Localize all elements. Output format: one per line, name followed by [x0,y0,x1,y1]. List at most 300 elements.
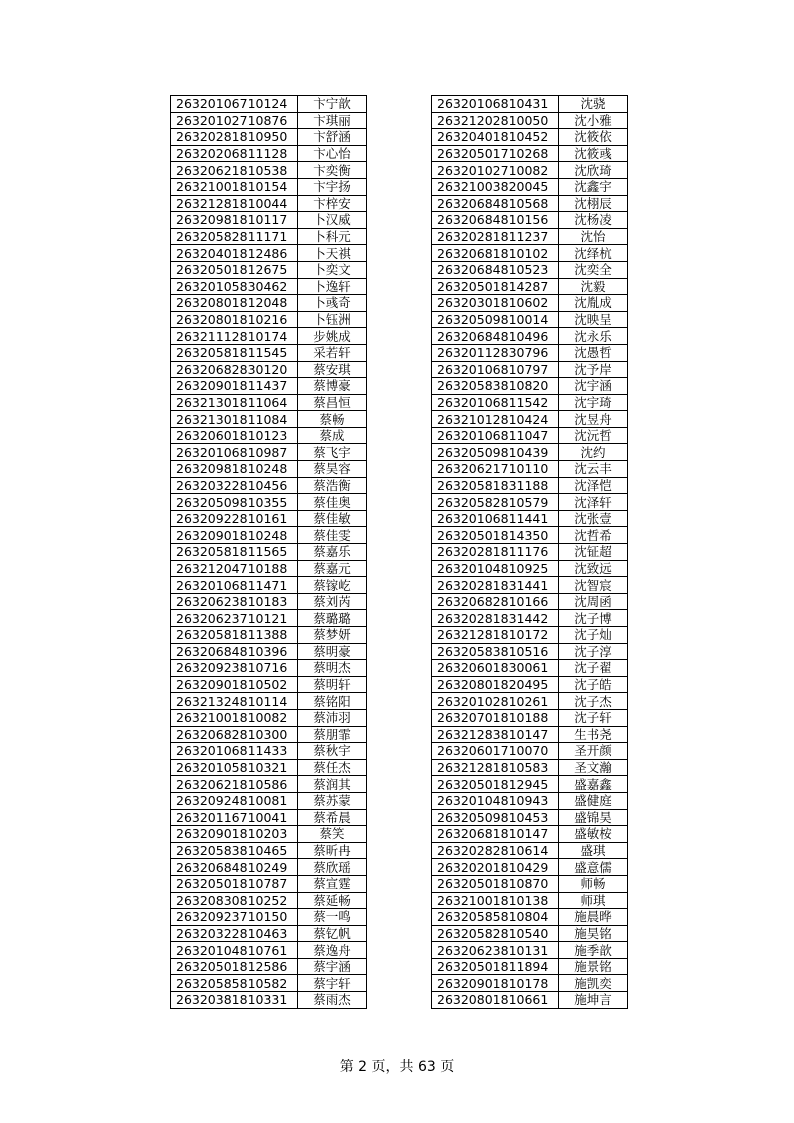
student-name-cell: 沈哲希 [559,527,628,544]
student-name-cell: 沈钲超 [559,544,628,561]
page-footer: 第 2 页，共 63 页 [339,1059,455,1075]
exam-id-cell: 26320281810950 [171,129,298,146]
exam-id-cell: 26321281810172 [432,627,559,644]
exam-id-cell: 26320681810102 [432,245,559,262]
table-row [171,643,367,660]
table-row [432,759,628,776]
table-row [432,643,628,660]
exam-id-cell: 26320684810496 [432,328,559,345]
table-row [432,875,628,892]
student-name-cell: 蔡嘉元 [298,560,367,577]
table-row [432,145,628,162]
exam-id-cell: 26321001810082 [171,709,298,726]
exam-id-cell: 26320322810456 [171,477,298,494]
table-row [432,975,628,992]
exam-id-cell: 26320583810465 [171,842,298,859]
table-row [432,394,628,411]
student-name-cell: 沈昱舟 [559,411,628,428]
exam-id-cell: 26320901810203 [171,826,298,843]
student-name-cell: 蔡佳雯 [298,527,367,544]
exam-id-cell: 26320501810787 [171,875,298,892]
table-row [171,494,367,511]
table-row [432,842,628,859]
table-row [432,510,628,527]
table-row [432,261,628,278]
exam-id-cell: 26320104810943 [432,792,559,809]
exam-id-cell: 26320801820495 [432,676,559,693]
exam-id-cell: 26320501812675 [171,261,298,278]
student-name-cell: 沈周函 [559,593,628,610]
exam-id-cell: 26320501810870 [432,875,559,892]
exam-id-cell: 26321012810424 [432,411,559,428]
table-row [171,195,367,212]
student-name-cell: 蔡延畅 [298,892,367,909]
student-name-cell: 蔡沛羽 [298,709,367,726]
table-row [171,709,367,726]
student-name-cell: 蔡逸舟 [298,942,367,959]
student-name-cell: 蔡镓屹 [298,577,367,594]
exam-id-cell: 26320301810602 [432,295,559,312]
table-row [171,145,367,162]
student-name-cell: 蔡铭阳 [298,693,367,710]
student-name-cell: 沈绎杭 [559,245,628,262]
table-row [171,577,367,594]
table-row [432,909,628,926]
student-name-cell: 蔡昊容 [298,461,367,478]
student-name-cell: 卞琪丽 [298,112,367,129]
table-row [432,295,628,312]
exam-id-cell: 26320509810453 [432,809,559,826]
exam-id-cell: 26320922810161 [171,510,298,527]
student-name-cell: 沈智宸 [559,577,628,594]
student-name-cell: 蔡苏蒙 [298,792,367,809]
exam-id-cell: 26320501814350 [432,527,559,544]
student-name-cell: 蔡润其 [298,776,367,793]
exam-id-cell: 26320206811128 [171,145,298,162]
student-name-cell: 沈泽轩 [559,494,628,511]
exam-id-cell: 26320102710876 [171,112,298,129]
student-name-cell: 沈子博 [559,610,628,627]
student-name-cell: 师畅 [559,875,628,892]
table-row [432,212,628,229]
table-row [171,627,367,644]
exam-id-cell: 26320102710082 [432,162,559,179]
exam-id-cell: 26320830810252 [171,892,298,909]
student-name-cell: 沈子翟 [559,660,628,677]
student-name-cell: 蔡浩衡 [298,477,367,494]
table-row [432,593,628,610]
table-row [432,709,628,726]
exam-id-cell: 26320601810123 [171,427,298,444]
student-name-cell: 盛意儒 [559,859,628,876]
student-name-cell: 蔡飞宇 [298,444,367,461]
table-row [171,792,367,809]
student-name-cell: 蔡一鸣 [298,909,367,926]
table-row [171,295,367,312]
exam-id-cell: 26320581831188 [432,477,559,494]
table-row [171,942,367,959]
exam-id-cell: 26320701810188 [432,709,559,726]
student-name-cell: 沈胤成 [559,295,628,312]
student-name-cell: 卞舒涵 [298,129,367,146]
table-row [171,311,367,328]
exam-id-cell: 26320401810452 [432,129,559,146]
student-name-cell: 蔡宇轩 [298,975,367,992]
table-row [171,344,367,361]
student-name-cell: 沈骁 [559,96,628,113]
student-name-cell: 蔡任杰 [298,759,367,776]
student-name-cell: 沈子杰 [559,693,628,710]
student-name-cell: 沈欣琦 [559,162,628,179]
table-row [432,527,628,544]
exam-id-cell: 26320621710110 [432,461,559,478]
student-name-cell: 卜汉威 [298,212,367,229]
exam-id-cell: 26320801810216 [171,311,298,328]
student-name-cell: 采若轩 [298,344,367,361]
exam-id-cell: 26320581811565 [171,544,298,561]
exam-id-cell: 26320501710268 [432,145,559,162]
student-name-cell: 蔡秋宇 [298,743,367,760]
table-row [171,593,367,610]
exam-id-cell: 26320582811171 [171,228,298,245]
student-name-cell: 卜钰洲 [298,311,367,328]
table-row [171,676,367,693]
exam-id-cell: 26320901811437 [171,378,298,395]
table-row [171,693,367,710]
table-row [171,759,367,776]
exam-id-cell: 26320581811388 [171,627,298,644]
table-row [432,477,628,494]
table-row [171,743,367,760]
exam-id-cell: 26321324810114 [171,693,298,710]
student-name-cell: 沈泽恺 [559,477,628,494]
table-row [432,676,628,693]
exam-id-cell: 26320684810396 [171,643,298,660]
table-row [171,610,367,627]
table-row [171,842,367,859]
student-name-cell: 蔡钇帆 [298,925,367,942]
table-row [171,544,367,561]
exam-id-cell: 26320106810797 [432,361,559,378]
student-name-cell: 师琪 [559,892,628,909]
table-row [432,792,628,809]
exam-id-cell: 26320501812945 [432,776,559,793]
exam-id-cell: 26320924810081 [171,792,298,809]
exam-id-cell: 26321001810154 [171,178,298,195]
student-name-cell: 步姚成 [298,328,367,345]
exam-id-cell: 26320501814287 [432,278,559,295]
exam-id-cell: 26321301811064 [171,394,298,411]
student-name-cell: 蔡佳奥 [298,494,367,511]
table-row [432,427,628,444]
exam-id-cell: 26320501811894 [432,958,559,975]
table-row [432,195,628,212]
table-row [432,361,628,378]
exam-id-cell: 26320322810463 [171,925,298,942]
table-row [171,162,367,179]
table-row [171,278,367,295]
table-row [432,278,628,295]
exam-id-cell: 26320104810761 [171,942,298,959]
roster-table-right-body [432,96,628,1009]
exam-id-cell: 26320201810429 [432,859,559,876]
table-row [432,494,628,511]
student-name-cell: 蔡宇涵 [298,958,367,975]
table-row [432,461,628,478]
table-row [171,510,367,527]
exam-id-cell: 26320509810439 [432,444,559,461]
student-name-cell: 沈予岸 [559,361,628,378]
table-row [432,577,628,594]
table-row [171,261,367,278]
table-row [432,627,628,644]
roster-table-left-body [171,96,367,1009]
student-name-cell: 卞奕衡 [298,162,367,179]
student-name-cell: 沈栩辰 [559,195,628,212]
student-name-cell: 沈愚哲 [559,344,628,361]
table-row [432,228,628,245]
table-row [432,743,628,760]
student-name-cell: 沈宇涵 [559,378,628,395]
table-row [171,477,367,494]
student-name-cell: 盛健庭 [559,792,628,809]
student-name-cell: 沈约 [559,444,628,461]
exam-id-cell: 26320106811441 [432,510,559,527]
table-row [171,909,367,926]
table-row [171,378,367,395]
student-name-cell: 蔡明轩 [298,676,367,693]
student-name-cell: 施晨晔 [559,909,628,926]
exam-id-cell: 26320106811047 [432,427,559,444]
student-name-cell: 蔡昕冉 [298,842,367,859]
student-name-cell: 卜科元 [298,228,367,245]
exam-id-cell: 26320105830462 [171,278,298,295]
exam-id-cell: 26320681810147 [432,826,559,843]
exam-id-cell: 26320106710124 [171,96,298,113]
table-row [171,826,367,843]
table-row [171,726,367,743]
table-row [432,610,628,627]
exam-id-cell: 26320923710150 [171,909,298,926]
exam-id-cell: 26320684810568 [432,195,559,212]
student-name-cell: 蔡畅 [298,411,367,428]
exam-id-cell: 26320684810156 [432,212,559,229]
student-name-cell: 施季歆 [559,942,628,959]
exam-id-cell: 26320281831441 [432,577,559,594]
student-name-cell: 沈子轩 [559,709,628,726]
exam-id-cell: 26320601710070 [432,743,559,760]
exam-id-cell: 26320981810248 [171,461,298,478]
student-name-cell: 蔡成 [298,427,367,444]
table-row [432,162,628,179]
exam-id-cell: 26320923810716 [171,660,298,677]
exam-id-cell: 26320623810183 [171,593,298,610]
student-name-cell: 沈映呈 [559,311,628,328]
student-name-cell: 盛敏桉 [559,826,628,843]
exam-id-cell: 26320282810614 [432,842,559,859]
table-row [171,129,367,146]
table-row [432,544,628,561]
exam-id-cell: 26320682810300 [171,726,298,743]
student-name-cell: 蔡明豪 [298,643,367,660]
exam-id-cell: 26320106810431 [432,96,559,113]
table-row [171,560,367,577]
exam-id-cell: 26320281811237 [432,228,559,245]
student-name-cell: 沈小雅 [559,112,628,129]
roster-table-right [431,95,628,1009]
exam-id-cell: 26320106811471 [171,577,298,594]
student-name-cell: 蔡博豪 [298,378,367,395]
table-row [171,958,367,975]
exam-id-cell: 26320801812048 [171,295,298,312]
exam-id-cell: 26321204710188 [171,560,298,577]
exam-id-cell: 26320901810502 [171,676,298,693]
exam-id-cell: 26320581811545 [171,344,298,361]
exam-id-cell: 26320583810516 [432,643,559,660]
student-name-cell: 蔡昌恒 [298,394,367,411]
table-row [171,228,367,245]
student-name-cell: 蔡璐璐 [298,610,367,627]
table-row [432,112,628,129]
table-row [171,461,367,478]
table-row [432,826,628,843]
student-name-cell: 蔡安琪 [298,361,367,378]
table-row [432,178,628,195]
student-name-cell: 蔡欣瑶 [298,859,367,876]
table-row [171,809,367,826]
table-row [171,96,367,113]
table-row [432,245,628,262]
student-name-cell: 沈鑫宇 [559,178,628,195]
student-name-cell: 蔡朋霏 [298,726,367,743]
student-name-cell: 盛锦昊 [559,809,628,826]
student-name-cell: 施坤言 [559,992,628,1009]
table-row [171,992,367,1009]
student-name-cell: 蔡梦妍 [298,627,367,644]
exam-id-cell: 26320585810582 [171,975,298,992]
exam-id-cell: 26320583810820 [432,378,559,395]
table-row [432,726,628,743]
student-name-cell: 沈怡 [559,228,628,245]
table-row [171,411,367,428]
table-row [171,776,367,793]
table-row [432,809,628,826]
table-row [432,96,628,113]
student-name-cell: 生书尧 [559,726,628,743]
student-name-cell: 盛嘉鑫 [559,776,628,793]
student-name-cell: 蔡嘉乐 [298,544,367,561]
table-row [432,444,628,461]
student-name-cell: 沈永乐 [559,328,628,345]
table-row [171,444,367,461]
exam-id-cell: 26320684810523 [432,261,559,278]
student-name-cell: 沈奕全 [559,261,628,278]
table-row [171,178,367,195]
student-name-cell: 卜逸轩 [298,278,367,295]
exam-id-cell: 26320682830120 [171,361,298,378]
exam-id-cell: 26320281811176 [432,544,559,561]
table-row [432,328,628,345]
student-name-cell: 沈子灿 [559,627,628,644]
student-name-cell: 沈子淳 [559,643,628,660]
table-row [432,311,628,328]
exam-id-cell: 26320623810131 [432,942,559,959]
exam-id-cell: 26320684810249 [171,859,298,876]
exam-id-cell: 26320582810540 [432,925,559,942]
student-name-cell: 蔡明杰 [298,660,367,677]
exam-id-cell: 26320801810661 [432,992,559,1009]
student-name-cell: 沈致远 [559,560,628,577]
table-row [432,378,628,395]
exam-id-cell: 26320509810014 [432,311,559,328]
exam-id-cell: 26320104810925 [432,560,559,577]
student-name-cell: 施昊铭 [559,925,628,942]
table-row [432,859,628,876]
table-row [171,975,367,992]
student-name-cell: 蔡笑 [298,826,367,843]
exam-id-cell: 26320621810586 [171,776,298,793]
table-row [432,776,628,793]
student-name-cell: 蔡刘芮 [298,593,367,610]
exam-id-cell: 26321112810174 [171,328,298,345]
exam-id-cell: 26320106811433 [171,743,298,760]
table-row [171,527,367,544]
student-name-cell: 卜彧奇 [298,295,367,312]
student-name-cell: 沈沅哲 [559,427,628,444]
table-row [171,245,367,262]
table-row [432,958,628,975]
table-row [171,112,367,129]
student-name-cell: 施景铭 [559,958,628,975]
student-name-cell: 卞梓安 [298,195,367,212]
exam-id-cell: 26320102810261 [432,693,559,710]
exam-id-cell: 26320621810538 [171,162,298,179]
student-name-cell: 沈云丰 [559,461,628,478]
exam-id-cell: 26320682810166 [432,593,559,610]
exam-id-cell: 26320981810117 [171,212,298,229]
student-name-cell: 卞宇扬 [298,178,367,195]
exam-id-cell: 26320509810355 [171,494,298,511]
student-name-cell: 卞心怡 [298,145,367,162]
exam-id-cell: 26321202810050 [432,112,559,129]
table-row [432,942,628,959]
student-name-cell: 沈毅 [559,278,628,295]
student-name-cell: 盛琪 [559,842,628,859]
table-row [432,344,628,361]
student-name-cell: 沈张壹 [559,510,628,527]
student-name-cell: 沈子皓 [559,676,628,693]
exam-id-cell: 26320582810579 [432,494,559,511]
exam-id-cell: 26320585810804 [432,909,559,926]
exam-id-cell: 26320401812486 [171,245,298,262]
exam-id-cell: 26320623710121 [171,610,298,627]
exam-id-cell: 26321281810044 [171,195,298,212]
student-name-cell: 蔡雨杰 [298,992,367,1009]
student-name-cell: 卜奕文 [298,261,367,278]
exam-id-cell: 26320112830796 [432,344,559,361]
table-row [432,693,628,710]
table-row [432,660,628,677]
student-name-cell: 圣开颜 [559,743,628,760]
table-row [432,925,628,942]
exam-id-cell: 26320281831442 [432,610,559,627]
exam-id-cell: 26320106811542 [432,394,559,411]
table-row [171,361,367,378]
table-row [171,660,367,677]
table-row [171,328,367,345]
exam-id-cell: 26321003820045 [432,178,559,195]
student-name-cell: 蔡宣霆 [298,875,367,892]
